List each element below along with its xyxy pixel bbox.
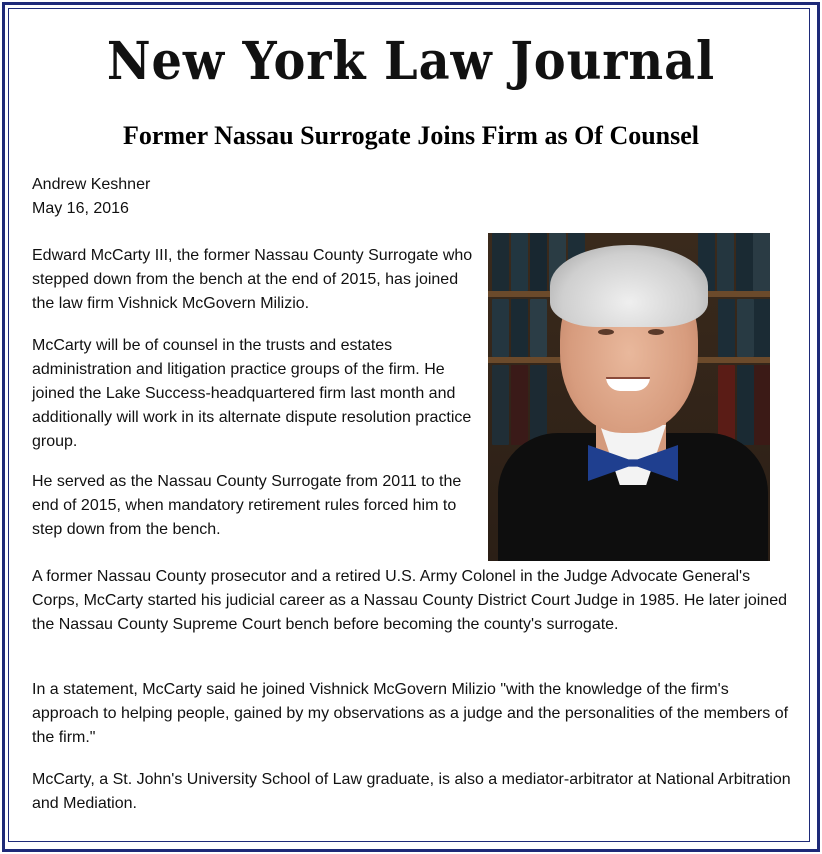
author-name: Andrew Keshner	[32, 176, 151, 193]
masthead-logo: New York Law Journal	[106, 31, 716, 92]
article-paragraph: A former Nassau County prosecutor and a retired U.S. Army Colonel in the Judge Advocate General's Corps, McCarty started his judicial career as a Nassau County District Court Judge in 1985. He later joined the Nassau County Supreme Court bench before becoming the county's surrogate.	[32, 568, 787, 633]
publish-date: May 16, 2016	[32, 200, 129, 217]
article-paragraph: He served as the Nassau County Surrogate from 2011 to the end of 2015, when mandatory retirement rules forced him to step down from the bench.	[32, 473, 462, 538]
article-paragraph: In a statement, McCarty said he joined Vishnick McGovern Milizio "with the knowledge of the firm's approach to helping people, gained by my observations as a judge and the personalities of the members of the firm."	[32, 681, 789, 746]
hair	[550, 245, 708, 327]
byline	[32, 173, 150, 221]
judge-photo	[488, 233, 770, 561]
article-headline: Former Nassau Surrogate Joins Firm as Of Counsel	[122, 121, 700, 150]
article-paragraph: Edward McCarty III, the former Nassau County Surrogate who stepped down from the bench at the end of 2015, has joined the law firm Vishnick McGovern Milizio.	[32, 247, 473, 312]
article-paragraph: McCarty will be of counsel in the trusts and estates administration and litigation practice groups of the firm. He joined the Lake Success-headquartered firm last month and additionally will work in its alternate dispute resolution practice group.	[32, 337, 472, 450]
article-paragraph: McCarty, a St. John's University School of Law graduate, is also a mediator-arbitrator at National Arbitration and Mediation.	[32, 771, 791, 812]
